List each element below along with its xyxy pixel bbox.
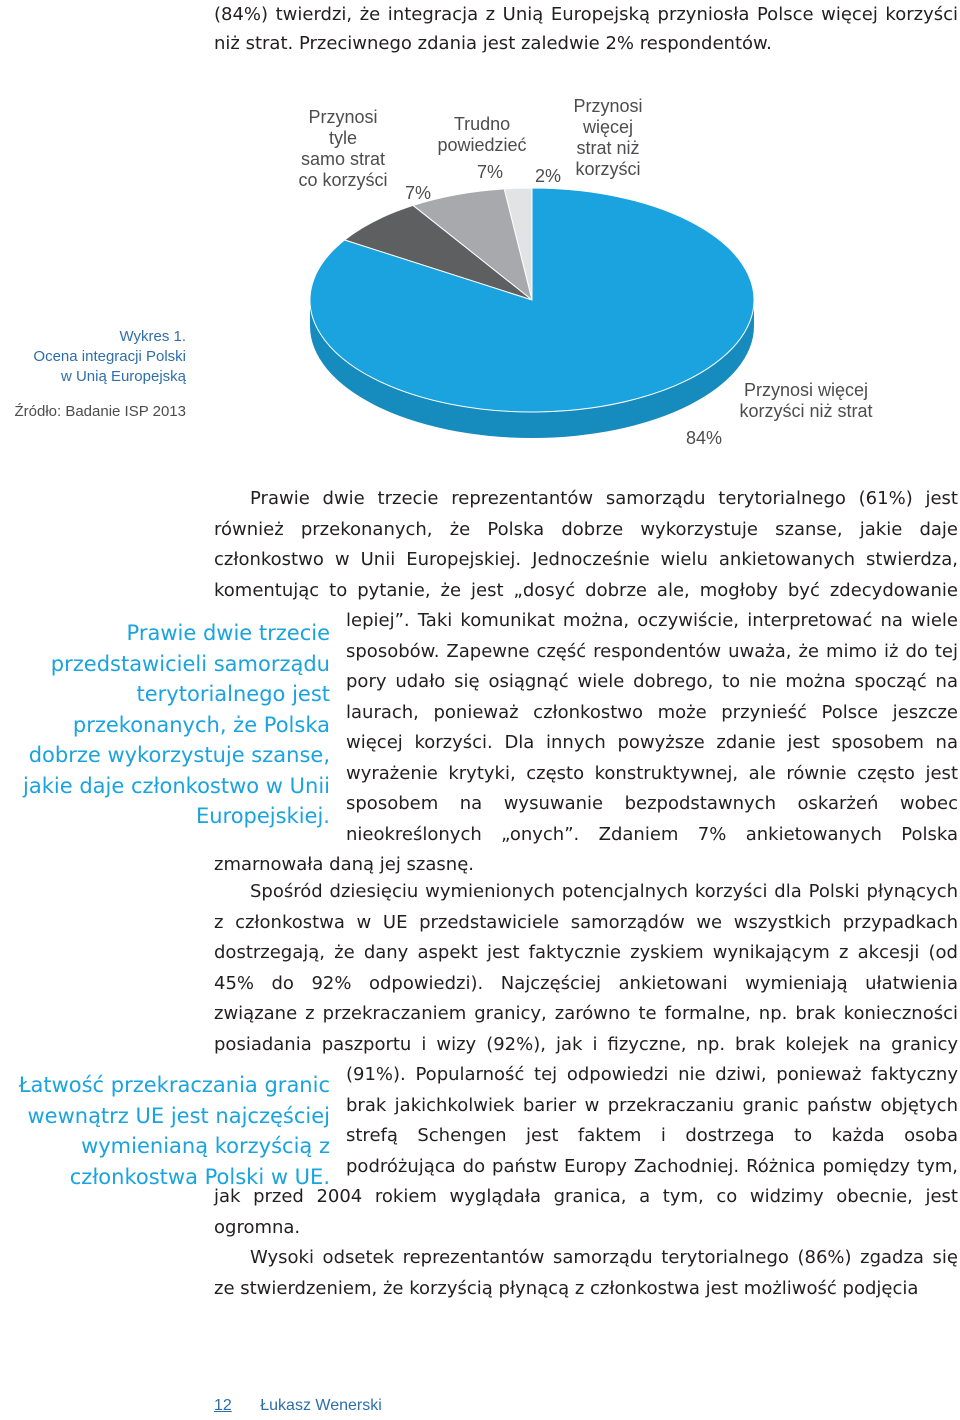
pie-label-tyle: Przynosi tyle samo strat co korzyści [298,107,388,190]
pie-chart [290,180,770,440]
figure-title-line2: w Unią Europejską [60,368,186,385]
figure-label: Wykres 1. [119,328,186,345]
pie-value-strat: 2% [534,166,561,186]
pie-label-trudno: Trudno powiedzieć [437,114,527,155]
body-p1-text: Prawie dwie trzecie reprezentantów samorządu terytorialnego (61%) jest również przekonanych, że Polska dobrze wykorzystuje szanse, jakie daje członkostwo w Unii Europejskiej. Jednocześnie wielu ankietowanych stwierdza, komentując to pytanie, że jest „dosyć dobrze ale, mogłoby być zdecydowanie lepiej”. Taki komunikat można, oczywiście, interpretować na wiele sposobów. Zapewne część respondentów uważa, że mimo iż do tej pory udało się osiągnąć wiele dobrego, to nie można spocząć na laurach, ponieważ członkostwo może przynieść Polsce jeszcze więcej korzyści. Dla innych powyższe zdanie jest sposobem na wyrażenie krytyki, często konstruktywnej, ale równie często jest sposobem na wysuwanie bezpodstawnych oskarżeń wobec nieokreślonych „onych”. Zdaniem 7% ankietowanych Polska zmarnowała daną jej szasnę. [214,488,958,875]
intro-paragraph: (84%) twierdzi, że integracja z Unią Europejską przyniosła Polsce więcej korzyści niż strat. Przeciwnego zdania jest zaledwie 2% respondentów. [214,4,958,54]
pull-quote-2: Łatwość przekraczania granic wewnątrz UE jest najczęściej wymienianą korzyścią z członkostwa Polski w UE. [18,1073,330,1189]
footer-author: Łukasz Wenerski [260,1397,382,1414]
pie-value-tyle: 7% [404,183,431,203]
figure-title-line1: Ocena integracji Polski [33,348,186,365]
footer [214,1397,382,1415]
pie-value-trudno: 7% [476,162,503,182]
pie-value-korzysci: 84% [685,428,723,448]
pull-quote-1: Prawie dwie trzecie przedstawicieli samorządu terytorialnego jest przekonanych, że Polska dobrze wykorzystuje szanse, jakie daje członkostwo w Unii Europejskiej. [23,621,330,828]
body-p3-text: Wysoki odsetek reprezentantów samorządu terytorialnego (86%) zgadza się ze stwierdzeniem, że korzyścią płynącą z członkostwa jest możliwość podjęcia [214,1247,958,1299]
page-number: 12 [214,1397,232,1414]
figure-source: Źródło: Badanie ISP 2013 [14,403,186,420]
pie-chart-slices [310,188,754,412]
body-paragraph-2-wrap [214,877,958,1304]
body-p2-text: Spośród dziesięciu wymienionych potencjalnych korzyści dla Polski płynących z członkostwa w UE przedstawiciele samorządów we wszystkich przypadkach dostrzegają, że dany aspekt jest faktycznie zyskiem wynikającym z akcesji (od 45% do 92% odpowiedzi). Najczęściej ankietowani wymieniają ułatwienia związane z przekraczaniem granicy, zarówno te formalne, np. brak konieczności posiadania paszportu i wizy (92%), jak i fizyczne, np. brak kolejek na granicy (91%). Popularność tej odpowiedzi nie dziwi, ponieważ faktyczny brak jakichkolwiek barier w przekraczaniu granic państw objętych strefą Schengen jest faktem i dostrzega to każda osoba podróżująca do państw Europy Zachodniej. Różnica pomiędzy tym, jak przed 2004 rokiem wyglądała granica, a tym, co widzimy obecnie, jest ogromna. [214,881,958,1238]
pie-label-korzysci: Przynosi więcej korzyści niż strat [739,380,873,421]
pie-label-strat: Przynosi więcej strat niż korzyści [573,96,643,179]
figure-caption [0,327,186,387]
